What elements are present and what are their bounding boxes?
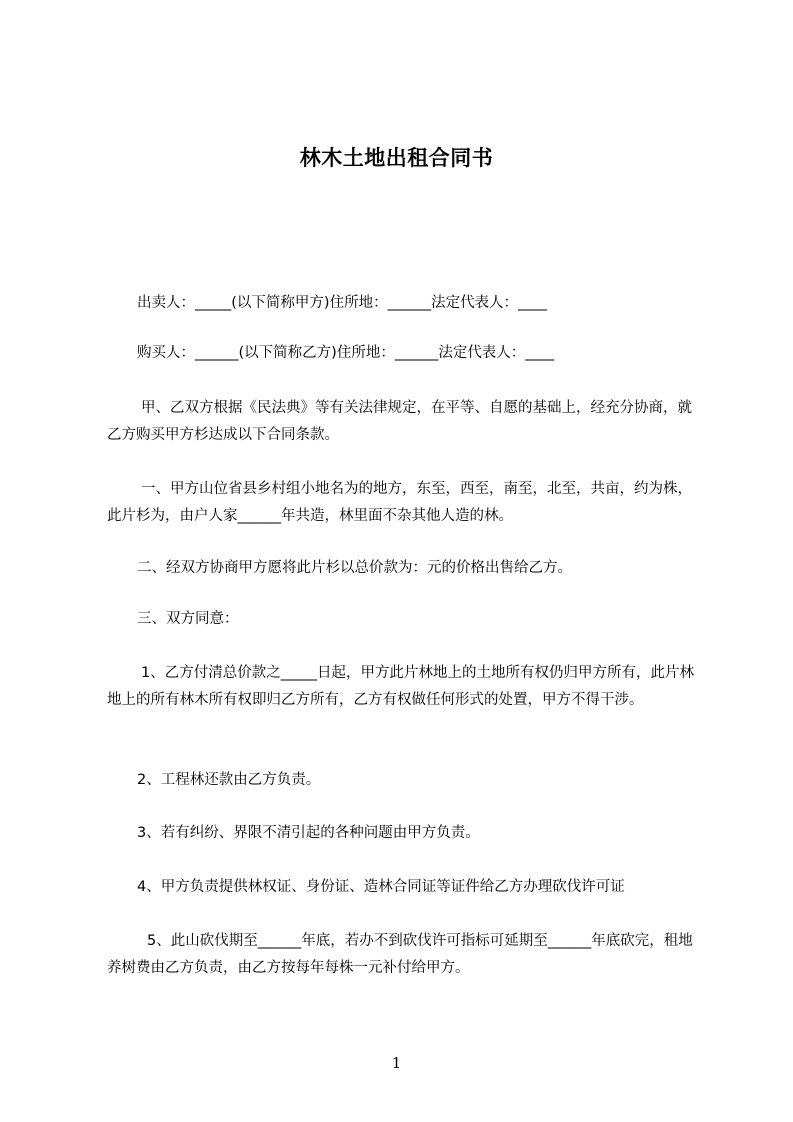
item-5-paragraph: 5、此山砍伐期至______年底，若办不到砍伐许可指标可延期至______年底砍完，租地养树费由乙方负责，由乙方按每年每株一元补付给甲方。 — [107, 933, 693, 976]
item-3-paragraph: 3、若有纠纷、界限不清引起的各种问题由甲方负责。 — [137, 825, 480, 841]
buyer-line: 购买人：______(以下简称乙方)住所地：______法定代表人：____ — [137, 345, 555, 361]
clause-1-paragraph: 一、甲方山位省县乡村组小地名为的地方，东至，西至，南至，北至，共亩，约为株，此片杉为，由户人家______年共造，林里面不杂其他人造的林。 — [107, 481, 692, 524]
item-2-paragraph: 2、工程林还款由乙方负责。 — [137, 772, 321, 788]
page-number: 1 — [391, 1054, 402, 1072]
preamble-paragraph: 甲、乙双方根据《民法典》等有关法律规定，在平等、自愿的基础上，经充分协商，就乙方购买甲方杉达成以下合同条款。 — [107, 400, 692, 443]
clause-3-heading: 三、双方同意： — [137, 611, 239, 627]
document-title: 林木土地出租合同书 — [299, 146, 494, 170]
item-1-paragraph: 1、乙方付清总价款之_____日起，甲方此片林地上的土地所有权仍归甲方所有，此片林地上的所有林木所有权即归乙方所有，乙方有权做任何形式的处置，甲方不得干涉。 — [107, 665, 694, 708]
item-4-paragraph: 4、甲方负责提供林权证、身份证、造林合同证等证件给乙方办理砍伐许可证 — [137, 879, 625, 895]
clause-2-paragraph: 二、经双方协商甲方愿将此片杉以总价款为：元的价格出售给乙方。 — [137, 560, 572, 576]
seller-line: 出卖人：_____(以下简称甲方)住所地：______法定代表人：____ — [137, 295, 548, 311]
